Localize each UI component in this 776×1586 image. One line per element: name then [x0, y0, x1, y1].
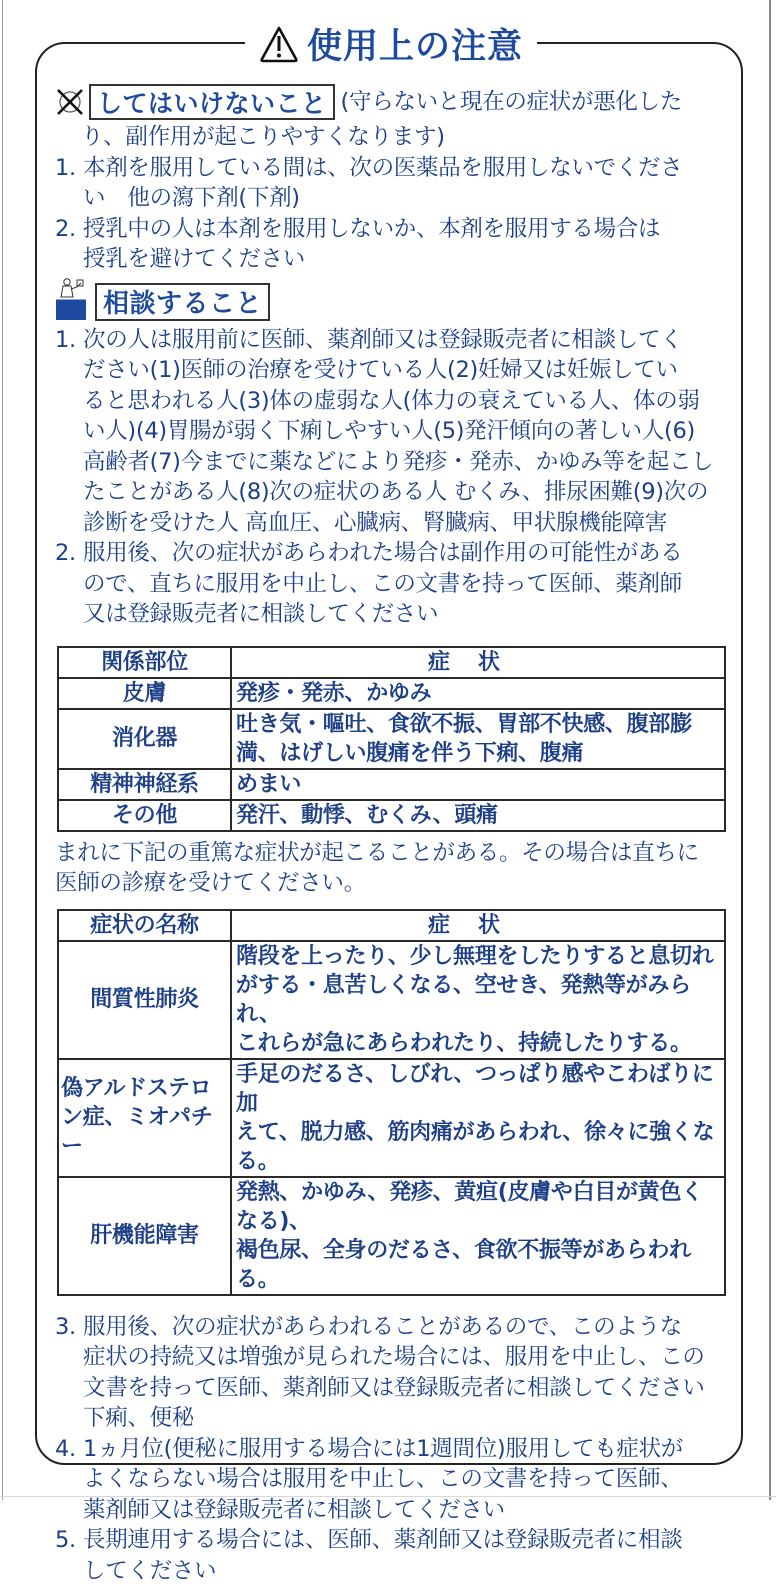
table-row — [58, 1059, 725, 1177]
prohibited-heading-row — [55, 82, 725, 122]
cell-line: 吐き気・嘔吐、食欲不振、胃部不快感、腹部膨 — [236, 710, 720, 739]
content — [55, 82, 725, 1586]
table-row — [58, 800, 725, 831]
list-item — [55, 153, 725, 214]
warning-triangle-icon — [259, 25, 299, 63]
cell-line: 褐色尿、全身のだるさ、食欲不振等があらわれる。 — [236, 1236, 720, 1294]
cell-line: 発熱、かゆみ、発疹、黄疸(皮膚や白目が黄色くなる)、 — [236, 1178, 720, 1236]
table-cell-symptom — [231, 800, 725, 831]
table-row — [58, 709, 725, 769]
list-line: 文書を持って医師、薬剤師又は登録販売者に相談してください — [83, 1373, 725, 1404]
list-line: い 他の瀉下剤(下剤) — [83, 183, 725, 214]
list-line: 薬剤師又は登録販売者に相談してください — [83, 1495, 725, 1526]
table-cell-symptom — [231, 709, 725, 769]
list-line: ださい(1)医師の治療を受けている人(2)妊婦又は妊娠してい — [83, 355, 725, 386]
prohibited-x-icon — [55, 87, 85, 117]
list-number: 3. — [55, 1312, 83, 1434]
table-header: 関係部位 — [58, 647, 231, 678]
table-cell-part: その他 — [58, 800, 231, 831]
list-line: 下痢、便秘 — [83, 1403, 725, 1434]
table-cell-part: 皮膚 — [58, 678, 231, 709]
list-line: ので、直ちに服用を中止し、この文書を持って医師、薬剤師 — [83, 569, 725, 600]
list-line: 1ヵ月位(便秘に服用する場合には1週間位)服用しても症状が — [83, 1434, 725, 1465]
table-header-row — [58, 647, 725, 678]
cell-line: 発汗、動悸、むくみ、頭痛 — [236, 801, 720, 830]
cell-line: 肝機能障害 — [63, 1221, 226, 1250]
side-effects-table — [57, 646, 726, 832]
cell-line: これらが急にあらわれたり、持続したりする。 — [236, 1029, 720, 1058]
table-cell-symptom — [231, 769, 725, 800]
list-item — [55, 214, 725, 275]
cell-line: 手足のだるさ、しびれ、つっぱり感やこわばりに加 — [236, 1060, 720, 1118]
table-cell-symptom — [231, 941, 725, 1059]
list-line: よくならない場合は服用を中止し、この文書を持って医師、 — [83, 1464, 725, 1495]
list-line: 症状の持続又は増強が見られた場合には、服用を中止し、この — [83, 1342, 725, 1373]
list-line: 服用後、次の症状があらわれた場合は副作用の可能性がある — [83, 538, 725, 569]
table-row — [58, 1177, 725, 1295]
list-line: い人)(4)胃腸が弱く下痢しやすい人(5)発汗傾向の著しい人(6) — [83, 416, 725, 447]
prohibited-note: (守らないと現在の症状が悪化した — [341, 87, 682, 118]
cell-line: 階段を上ったり、少し無理をしたりすると息切れ — [236, 942, 720, 971]
cell-line: 偽アルドステロ — [61, 1074, 226, 1103]
rare-note-line: 医師の診療を受けてください。 — [55, 868, 725, 899]
consult-heading-row — [55, 277, 725, 321]
page-title — [245, 16, 537, 72]
page-edge-right — [769, 0, 771, 1500]
table-cell-symptom — [231, 1177, 725, 1295]
list-line: たことがある人(8)次の症状のある人 むくみ、排尿困難(9)次の — [83, 477, 725, 508]
table-row — [58, 678, 725, 709]
list-line: 診断を受けた人 高血圧、心臓病、腎臓病、甲状腺機能障害 — [83, 508, 725, 539]
table-cell-part: 精神神経系 — [58, 769, 231, 800]
list-item — [55, 1312, 725, 1434]
pharmacist-consult-icon — [55, 277, 89, 321]
list-number: 5. — [55, 1525, 83, 1586]
list-item — [55, 1434, 725, 1526]
cell-line: えて、脱力感、筋肉痛があらわれ、徐々に強くなる。 — [236, 1118, 720, 1176]
cell-line: がする・息苦しくなる、空せき、発熱等がみられ、 — [236, 971, 720, 1029]
cell-line: ン症、ミオパチー — [61, 1103, 226, 1161]
table-cell-name — [58, 1177, 231, 1295]
list-number: 2. — [55, 538, 83, 630]
table-cell-name — [58, 1059, 231, 1177]
rare-note-line: まれに下記の重篤な症状が起こることがある。その場合は直ちに — [55, 838, 725, 869]
title-text: 使用上の注意 — [307, 19, 523, 69]
cell-line: 満、はげしい腹痛を伴う下痢、腹痛 — [236, 739, 720, 768]
list-line: 授乳中の人は本剤を服用しないか、本剤を服用する場合は — [83, 214, 725, 245]
consult-heading: 相談すること — [95, 283, 270, 321]
table-header: 症状の名称 — [58, 910, 231, 941]
table-row — [58, 941, 725, 1059]
table-row — [58, 769, 725, 800]
list-item — [55, 325, 725, 539]
list-number: 1. — [55, 153, 83, 214]
prohibited-heading: してはいけないこと — [89, 84, 335, 120]
list-number: 1. — [55, 325, 83, 539]
table-cell-symptom — [231, 678, 725, 709]
list-item — [55, 538, 725, 630]
table-header: 症状 — [231, 647, 725, 678]
cell-line: 間質性肺炎 — [63, 985, 226, 1014]
prohibited-note-cont: り、副作用が起こりやすくなります) — [55, 122, 725, 153]
cell-line: 発疹・発赤、かゆみ — [236, 679, 720, 708]
list-line: 次の人は服用前に医師、薬剤師又は登録販売者に相談してく — [83, 325, 725, 356]
list-line: 又は登録販売者に相談してください — [83, 599, 725, 630]
table-header: 症状 — [231, 910, 725, 941]
list-line: 授乳を避けてください — [83, 244, 725, 275]
list-line: 高齢者(7)今までに薬などにより発疹・発赤、かゆみ等を起こし — [83, 447, 725, 478]
list-line: 長期連用する場合には、医師、薬剤師又は登録販売者に相談 — [83, 1525, 725, 1556]
list-number: 4. — [55, 1434, 83, 1526]
table-cell-symptom — [231, 1059, 725, 1177]
list-line: 服用後、次の症状があらわれることがあるので、このような — [83, 1312, 725, 1343]
cell-line: めまい — [236, 770, 720, 799]
page-edge-left — [2, 0, 3, 1500]
serious-symptoms-table — [57, 909, 726, 1296]
list-line: ると思われる人(3)体の虚弱な人(体力の衰えている人、体の弱 — [83, 386, 725, 417]
consult-section — [55, 277, 725, 1586]
list-number: 2. — [55, 214, 83, 275]
table-cell-name — [58, 941, 231, 1059]
prohibited-section — [55, 82, 725, 275]
list-item — [55, 1525, 725, 1586]
table-header-row — [58, 910, 725, 941]
rare-note — [55, 838, 725, 899]
table-cell-part: 消化器 — [58, 709, 231, 769]
list-line: 本剤を服用している間は、次の医薬品を服用しないでくださ — [83, 153, 725, 184]
list-line: してください — [83, 1556, 725, 1586]
